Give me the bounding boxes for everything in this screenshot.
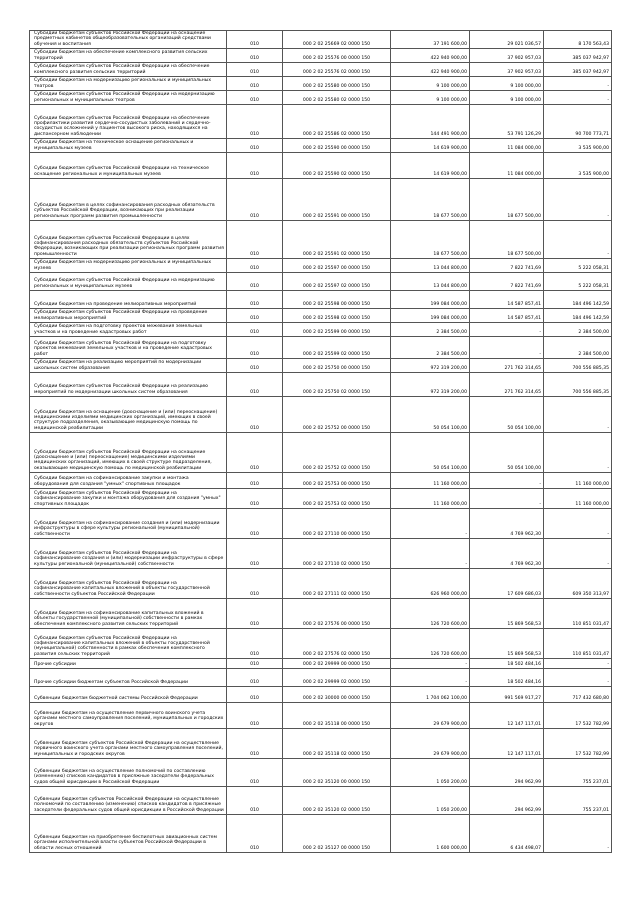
table-row	[30, 397, 612, 433]
row-unexecuted-amount-cell: 385 037 942,97	[544, 63, 612, 77]
row-line-code-cell: 010	[227, 729, 283, 759]
row-unexecuted-amount-cell: -	[544, 77, 612, 91]
row-unexecuted-amount-cell: 184 496 142,59	[544, 291, 612, 309]
row-executed-amount-cell: 15 869 568,53	[470, 599, 544, 629]
row-budget-code-cell: 000 2 02 25753 02 0000 150	[283, 489, 391, 509]
row-name-cell: Субсидии бюджетам субъектов Российской Федерации на софинансирование создания и (или) модернизации инфраструктуры в сфере культуры региональной (муниципальной) собственности	[30, 539, 227, 569]
row-unexecuted-amount-cell: -	[544, 433, 612, 473]
row-name-cell: Субсидии бюджетам на софинансирование закупки и монтажа оборудования для создания "умных" спортивных площадок	[30, 473, 227, 489]
row-budget-code-cell: 000 2 02 35118 00 0000 150	[283, 703, 391, 729]
row-approved-amount-cell: 2 384 500,00	[391, 337, 470, 359]
table-row	[30, 787, 612, 815]
row-line-code-cell: 010	[227, 337, 283, 359]
table-row	[30, 669, 612, 687]
row-unexecuted-amount-cell: 11 160 000,00	[544, 489, 612, 509]
row-unexecuted-amount-cell: 110 851 031,47	[544, 629, 612, 659]
table-row	[30, 759, 612, 787]
row-executed-amount-cell: 11 084 000,00	[470, 153, 544, 179]
row-unexecuted-amount-cell: 110 851 031,47	[544, 599, 612, 629]
row-budget-code-cell: 000 2 02 35120 02 0000 150	[283, 787, 391, 815]
row-name-cell: Субсидии бюджетам субъектов Российской Федерации на софинансирование капитальных вложений в объекты государственной (муниципальной) собственности в рамках обеспечения комплексного развития сельских территорий	[30, 629, 227, 659]
row-executed-amount-cell: -	[470, 489, 544, 509]
row-budget-code-cell: 000 2 02 25750 02 0000 150	[283, 373, 391, 397]
row-approved-amount-cell: 126 720 600,00	[391, 599, 470, 629]
row-executed-amount-cell: 50 054 100,00	[470, 433, 544, 473]
row-approved-amount-cell: 29 679 900,00	[391, 729, 470, 759]
row-executed-amount-cell: 4 769 962,30	[470, 509, 544, 539]
row-unexecuted-amount-cell: -	[544, 815, 612, 853]
row-line-code-cell: 010	[227, 91, 283, 105]
row-budget-code-cell: 000 2 02 25598 00 0000 150	[283, 291, 391, 309]
row-line-code-cell: 010	[227, 629, 283, 659]
row-executed-amount-cell: 18 502 484,16	[470, 659, 544, 669]
table-body	[30, 31, 612, 853]
row-name-cell: Субсидии бюджетам на обеспечение комплексного развития сельских территорий	[30, 49, 227, 63]
row-approved-amount-cell: 37 191 600,00	[391, 31, 470, 49]
row-line-code-cell: 010	[227, 473, 283, 489]
row-unexecuted-amount-cell: 385 037 942,97	[544, 49, 612, 63]
table-row	[30, 291, 612, 309]
budget-revenue-table	[29, 30, 612, 853]
row-budget-code-cell: 000 2 02 25752 00 0000 150	[283, 397, 391, 433]
row-budget-code-cell: 000 2 02 25591 02 0000 150	[283, 221, 391, 259]
row-approved-amount-cell: -	[391, 659, 470, 669]
row-unexecuted-amount-cell: 717 432 680,80	[544, 687, 612, 703]
row-name-cell: Субсидии бюджетам субъектов Российской Федерации на софинансирование закупки и монтажа оборудования для создания "умных" спортивных площадок	[30, 489, 227, 509]
row-line-code-cell: 010	[227, 539, 283, 569]
row-line-code-cell: 010	[227, 259, 283, 273]
row-unexecuted-amount-cell: -	[544, 221, 612, 259]
table-row	[30, 153, 612, 179]
row-name-cell: Прочие субсидии	[30, 659, 227, 669]
row-executed-amount-cell: 294 962,99	[470, 787, 544, 815]
row-executed-amount-cell: 17 609 686,03	[470, 569, 544, 599]
row-name-cell: Субсидии бюджетам субъектов Российской Федерации на реализацию мероприятий по модернизации школьных систем образования	[30, 373, 227, 397]
row-approved-amount-cell: -	[391, 539, 470, 569]
row-name-cell: Субсидии бюджетам на техническое оснащение региональных и муниципальных музеев	[30, 139, 227, 153]
row-unexecuted-amount-cell: 2 384 500,00	[544, 323, 612, 337]
row-approved-amount-cell: 626 960 000,00	[391, 569, 470, 599]
row-budget-code-cell: 000 2 02 35127 00 0000 150	[283, 815, 391, 853]
row-unexecuted-amount-cell: -	[544, 659, 612, 669]
row-name-cell: Субсидии бюджетам субъектов Российской Федерации на подготовку проектов межевания земельных участков и на проведение кадастровых работ	[30, 337, 227, 359]
table-row	[30, 309, 612, 323]
row-executed-amount-cell: 14 587 857,41	[470, 291, 544, 309]
row-unexecuted-amount-cell: 3 535 900,00	[544, 153, 612, 179]
row-approved-amount-cell: 9 100 000,00	[391, 91, 470, 105]
row-line-code-cell: 010	[227, 105, 283, 139]
row-executed-amount-cell: -	[470, 473, 544, 489]
table-row	[30, 599, 612, 629]
row-line-code-cell: 010	[227, 489, 283, 509]
row-approved-amount-cell: 50 054 100,00	[391, 433, 470, 473]
row-name-cell: Прочие субсидии бюджетам субъектов Российской Федерации	[30, 669, 227, 687]
table-row	[30, 373, 612, 397]
row-approved-amount-cell: 144 491 900,00	[391, 105, 470, 139]
row-line-code-cell: 010	[227, 63, 283, 77]
row-line-code-cell: 010	[227, 759, 283, 787]
row-budget-code-cell: 000 2 02 25753 00 0000 150	[283, 473, 391, 489]
row-unexecuted-amount-cell: 5 222 058,31	[544, 273, 612, 291]
report-sheet	[29, 30, 611, 853]
row-line-code-cell: 010	[227, 31, 283, 49]
row-budget-code-cell: 000 2 02 27110 00 0000 150	[283, 509, 391, 539]
row-name-cell: Субвенции бюджетам на осуществление полномочий по составлению (изменению) списков кандидатов в присяжные заседатели федеральных судов общей юрисдикции в Российской Федерации	[30, 759, 227, 787]
row-name-cell: Субсидии бюджетам субъектов Российской Федерации на оснащение предметных кабинетов общеобразовательных организаций средствами обучения и воспитания	[30, 31, 227, 49]
table-row	[30, 31, 612, 49]
row-budget-code-cell: 000 2 02 25599 00 0000 150	[283, 323, 391, 337]
row-unexecuted-amount-cell: 700 556 885,35	[544, 373, 612, 397]
row-budget-code-cell: 000 2 02 29999 00 0000 150	[283, 659, 391, 669]
row-executed-amount-cell: 12 147 117,01	[470, 703, 544, 729]
row-executed-amount-cell: 18 677 500,00	[470, 179, 544, 221]
row-name-cell: Субвенции бюджетам на приобретение беспилотных авиационных систем органами исполнительной власти субъектов Российской Федерации в области лесных отношений	[30, 815, 227, 853]
row-name-cell: Субсидии бюджетам на реализацию мероприятий по модернизации школьных систем образования	[30, 359, 227, 373]
row-name-cell: Субсидии бюджетам на оснащение (дооснащение и (или) переоснащение) медицинскими изделиями медицинских организаций, имеющих в своей структуре подразделения, оказывающие медицинскую помощь по медицинской реабилитации	[30, 397, 227, 433]
row-approved-amount-cell: 13 044 800,00	[391, 273, 470, 291]
row-name-cell: Субсидии бюджетам субъектов Российской Федерации на обеспечение комплексного развития сельских территорий	[30, 63, 227, 77]
row-executed-amount-cell: 29 021 036,57	[470, 31, 544, 49]
row-name-cell: Субсидии бюджетам субъектов Российской Федерации на софинансирование капитальных вложений в объекты государственной собственности субъектов Российской Федерации	[30, 569, 227, 599]
row-budget-code-cell: 000 2 02 25586 02 0000 150	[283, 105, 391, 139]
row-unexecuted-amount-cell: -	[544, 91, 612, 105]
table-row	[30, 729, 612, 759]
row-budget-code-cell: 000 2 02 27111 02 0000 150	[283, 569, 391, 599]
table-row	[30, 509, 612, 539]
row-name-cell: Субвенции бюджетам бюджетной системы Российской Федерации	[30, 687, 227, 703]
table-row	[30, 687, 612, 703]
row-approved-amount-cell: 18 677 500,00	[391, 179, 470, 221]
row-executed-amount-cell: 12 147 117,01	[470, 729, 544, 759]
row-approved-amount-cell: 18 677 500,00	[391, 221, 470, 259]
row-name-cell: Субвенции бюджетам субъектов Российской Федерации на осуществление полномочий по составлению (изменению) списков кандидатов в присяжные заседатели федеральных судов общей юрисдикции в Российской Федерации	[30, 787, 227, 815]
row-approved-amount-cell: 13 044 800,00	[391, 259, 470, 273]
row-line-code-cell: 010	[227, 273, 283, 291]
row-executed-amount-cell: 15 869 568,53	[470, 629, 544, 659]
row-approved-amount-cell: 2 384 500,00	[391, 323, 470, 337]
table-row	[30, 659, 612, 669]
row-line-code-cell: 010	[227, 787, 283, 815]
row-unexecuted-amount-cell: -	[544, 179, 612, 221]
row-executed-amount-cell: 37 902 957,03	[470, 49, 544, 63]
row-name-cell: Субсидии бюджетам субъектов Российской Федерации на оснащение (дооснащение и (или) переоснащение) медицинскими изделиями медицинских организаций, имеющих в своей структуре подразделения, оказывающие медицинскую помощь по медицинской реабилитации	[30, 433, 227, 473]
row-line-code-cell: 010	[227, 599, 283, 629]
row-approved-amount-cell: -	[391, 509, 470, 539]
row-unexecuted-amount-cell: -	[544, 397, 612, 433]
row-name-cell: Субсидии бюджетам субъектов Российской Федерации на техническое оснащение региональных и муниципальных музеев	[30, 153, 227, 179]
table-row	[30, 63, 612, 77]
row-executed-amount-cell: 18 502 484,16	[470, 669, 544, 687]
row-executed-amount-cell: -	[470, 323, 544, 337]
row-executed-amount-cell: 7 822 741,69	[470, 273, 544, 291]
row-line-code-cell: 010	[227, 221, 283, 259]
row-budget-code-cell: 000 2 02 25576 00 0000 150	[283, 49, 391, 63]
row-executed-amount-cell: 37 902 957,03	[470, 63, 544, 77]
table-row	[30, 629, 612, 659]
row-executed-amount-cell: -	[470, 337, 544, 359]
row-executed-amount-cell: 6 434 498,07	[470, 815, 544, 853]
row-line-code-cell: 010	[227, 397, 283, 433]
table-row	[30, 569, 612, 599]
row-unexecuted-amount-cell: 2 384 500,00	[544, 337, 612, 359]
row-line-code-cell: 010	[227, 77, 283, 91]
row-budget-code-cell: 000 2 02 25599 02 0000 150	[283, 337, 391, 359]
table-row	[30, 91, 612, 105]
table-row	[30, 77, 612, 91]
row-budget-code-cell: 000 2 02 27576 02 0000 150	[283, 629, 391, 659]
row-name-cell: Субсидии бюджетам субъектов Российской Федерации на модернизацию региональных и муниципальных театров	[30, 91, 227, 105]
row-unexecuted-amount-cell: 17 532 782,99	[544, 729, 612, 759]
row-executed-amount-cell: 50 054 100,00	[470, 397, 544, 433]
row-line-code-cell: 010	[227, 359, 283, 373]
table-row	[30, 259, 612, 273]
row-unexecuted-amount-cell: 8 170 563,43	[544, 31, 612, 49]
row-executed-amount-cell: 294 962,99	[470, 759, 544, 787]
row-budget-code-cell: 000 2 02 25598 02 0000 150	[283, 309, 391, 323]
row-line-code-cell: 010	[227, 139, 283, 153]
row-line-code-cell: 010	[227, 815, 283, 853]
row-unexecuted-amount-cell: 700 556 885,35	[544, 359, 612, 373]
row-approved-amount-cell: 1 704 062 100,00	[391, 687, 470, 703]
row-name-cell: Субсидии бюджетам субъектов Российской Федерации на проведение мелиоративных мероприятий	[30, 309, 227, 323]
row-line-code-cell: 010	[227, 49, 283, 63]
row-executed-amount-cell: 271 762 314,65	[470, 359, 544, 373]
row-approved-amount-cell: 14 619 900,00	[391, 153, 470, 179]
row-approved-amount-cell: 1 050 200,00	[391, 787, 470, 815]
row-line-code-cell: 010	[227, 291, 283, 309]
row-name-cell: Субсидии бюджетам на софинансирование капитальных вложений в объекты государственной (муниципальной) собственности в рамках обеспечения комплексного развития сельских территорий	[30, 599, 227, 629]
row-unexecuted-amount-cell: 90 700 773,71	[544, 105, 612, 139]
row-line-code-cell: 010	[227, 669, 283, 687]
table-row	[30, 539, 612, 569]
row-name-cell: Субсидии бюджетам субъектов Российской Федерации в целях софинансирования расходных обязательств субъектов Российской Федерации, возникающих при реализации региональных программ развития промышленности	[30, 221, 227, 259]
row-line-code-cell: 010	[227, 703, 283, 729]
row-budget-code-cell: 000 2 02 27110 02 0000 150	[283, 539, 391, 569]
row-budget-code-cell: 000 2 02 25590 00 0000 150	[283, 139, 391, 153]
row-budget-code-cell: 000 2 02 25576 02 0000 150	[283, 63, 391, 77]
row-approved-amount-cell: 50 054 100,00	[391, 397, 470, 433]
row-line-code-cell: 010	[227, 153, 283, 179]
row-approved-amount-cell: 972 319 200,00	[391, 373, 470, 397]
row-budget-code-cell: 000 2 02 35120 00 0000 150	[283, 759, 391, 787]
row-line-code-cell: 010	[227, 687, 283, 703]
row-executed-amount-cell: 271 762 314,65	[470, 373, 544, 397]
row-approved-amount-cell: 9 100 000,00	[391, 77, 470, 91]
row-line-code-cell: 010	[227, 179, 283, 221]
row-name-cell: Субсидии бюджетам на проведение мелиоративных мероприятий	[30, 291, 227, 309]
table-row	[30, 359, 612, 373]
row-unexecuted-amount-cell: -	[544, 509, 612, 539]
row-approved-amount-cell: 199 084 000,00	[391, 309, 470, 323]
row-executed-amount-cell: 9 100 000,00	[470, 77, 544, 91]
row-budget-code-cell: 000 2 02 30000 00 0000 150	[283, 687, 391, 703]
row-budget-code-cell: 000 2 02 27576 00 0000 150	[283, 599, 391, 629]
row-approved-amount-cell: 11 160 000,00	[391, 489, 470, 509]
row-budget-code-cell: 000 2 02 25597 00 0000 150	[283, 259, 391, 273]
row-name-cell: Субсидии бюджетам на модернизацию региональных и муниципальных музеев	[30, 259, 227, 273]
row-approved-amount-cell: 422 940 900,00	[391, 49, 470, 63]
row-line-code-cell: 010	[227, 309, 283, 323]
row-name-cell: Субсидии бюджетам субъектов Российской Федерации на модернизацию региональных и муниципальных музеев	[30, 273, 227, 291]
row-budget-code-cell: 000 2 02 25750 00 0000 150	[283, 359, 391, 373]
row-executed-amount-cell: 14 587 857,41	[470, 309, 544, 323]
row-budget-code-cell: 000 2 02 29999 02 0000 150	[283, 669, 391, 687]
row-executed-amount-cell: 7 822 741,69	[470, 259, 544, 273]
row-budget-code-cell: 000 2 02 25580 02 0000 150	[283, 91, 391, 105]
row-name-cell: Субвенции бюджетам на осуществление первичного воинского учета органами местного самоуправления поселений, муниципальных и городских округов	[30, 703, 227, 729]
table-row	[30, 337, 612, 359]
row-budget-code-cell: 000 2 02 25597 02 0000 150	[283, 273, 391, 291]
row-line-code-cell: 010	[227, 323, 283, 337]
row-unexecuted-amount-cell: -	[544, 539, 612, 569]
row-budget-code-cell: 000 2 02 25752 02 0000 150	[283, 433, 391, 473]
row-executed-amount-cell: 9 100 000,00	[470, 91, 544, 105]
row-executed-amount-cell: 11 084 000,00	[470, 139, 544, 153]
row-unexecuted-amount-cell: 5 222 058,31	[544, 259, 612, 273]
table-row	[30, 221, 612, 259]
row-unexecuted-amount-cell: 17 532 782,99	[544, 703, 612, 729]
table-row	[30, 105, 612, 139]
row-name-cell: Субвенции бюджетам субъектов Российской Федерации на осуществление первичного воинского учета органами местного самоуправления поселений, муниципальных и городских округов	[30, 729, 227, 759]
row-unexecuted-amount-cell: 755 237,01	[544, 759, 612, 787]
row-budget-code-cell: 000 2 02 25580 00 0000 150	[283, 77, 391, 91]
row-budget-code-cell: 000 2 02 25591 00 0000 150	[283, 179, 391, 221]
row-executed-amount-cell: 18 677 500,00	[470, 221, 544, 259]
row-unexecuted-amount-cell: 3 535 900,00	[544, 139, 612, 153]
row-unexecuted-amount-cell: 609 350 313,97	[544, 569, 612, 599]
row-line-code-cell: 010	[227, 433, 283, 473]
row-approved-amount-cell: 1 050 200,00	[391, 759, 470, 787]
table-row	[30, 273, 612, 291]
row-executed-amount-cell: 991 569 917,27	[470, 687, 544, 703]
row-name-cell: Субсидии бюджетам на подготовку проектов межевания земельных участков и на проведение кадастровых работ	[30, 323, 227, 337]
row-line-code-cell: 010	[227, 373, 283, 397]
row-unexecuted-amount-cell: 11 160 000,00	[544, 473, 612, 489]
table-row	[30, 139, 612, 153]
table-row	[30, 703, 612, 729]
row-unexecuted-amount-cell: -	[544, 669, 612, 687]
row-line-code-cell: 010	[227, 509, 283, 539]
row-executed-amount-cell: 4 769 962,30	[470, 539, 544, 569]
row-name-cell: Субсидии бюджетам на модернизацию региональных и муниципальных театров	[30, 77, 227, 91]
row-name-cell: Субсидии бюджетам в целях софинансирования расходных обязательств субъектов Российской Федерации, возникающих при реализации региональных программ развития промышленности	[30, 179, 227, 221]
row-line-code-cell: 010	[227, 569, 283, 599]
table-row	[30, 815, 612, 853]
table-row	[30, 489, 612, 509]
row-budget-code-cell: 000 2 02 35118 02 0000 150	[283, 729, 391, 759]
row-line-code-cell: 010	[227, 659, 283, 669]
row-unexecuted-amount-cell: 184 496 142,59	[544, 309, 612, 323]
row-executed-amount-cell: 53 791 126,29	[470, 105, 544, 139]
table-row	[30, 49, 612, 63]
row-name-cell: Субсидии бюджетам субъектов Российской Федерации на обеспечение профилактики развития сердечно-сосудистых заболеваний и сердечно-сосудистых осложнений у пациентов высокого риска, находящихся на диспансерном наблюдении	[30, 105, 227, 139]
table-row	[30, 473, 612, 489]
row-approved-amount-cell: 199 084 000,00	[391, 291, 470, 309]
table-row	[30, 323, 612, 337]
row-budget-code-cell: 000 2 02 25590 02 0000 150	[283, 153, 391, 179]
row-approved-amount-cell: 1 600 000,00	[391, 815, 470, 853]
row-approved-amount-cell: 11 160 000,00	[391, 473, 470, 489]
row-name-cell: Субсидии бюджетам на софинансирование создания и (или) модернизации инфраструктуры в сфере культуры региональной (муниципальной) собственности	[30, 509, 227, 539]
row-approved-amount-cell: 126 720 600,00	[391, 629, 470, 659]
row-approved-amount-cell: 972 319 200,00	[391, 359, 470, 373]
row-approved-amount-cell: 14 619 900,00	[391, 139, 470, 153]
row-budget-code-cell: 000 2 02 25669 02 0000 150	[283, 31, 391, 49]
row-approved-amount-cell: -	[391, 669, 470, 687]
table-row	[30, 433, 612, 473]
row-unexecuted-amount-cell: 755 237,01	[544, 787, 612, 815]
row-approved-amount-cell: 422 940 900,00	[391, 63, 470, 77]
table-row	[30, 179, 612, 221]
row-approved-amount-cell: 29 679 900,00	[391, 703, 470, 729]
